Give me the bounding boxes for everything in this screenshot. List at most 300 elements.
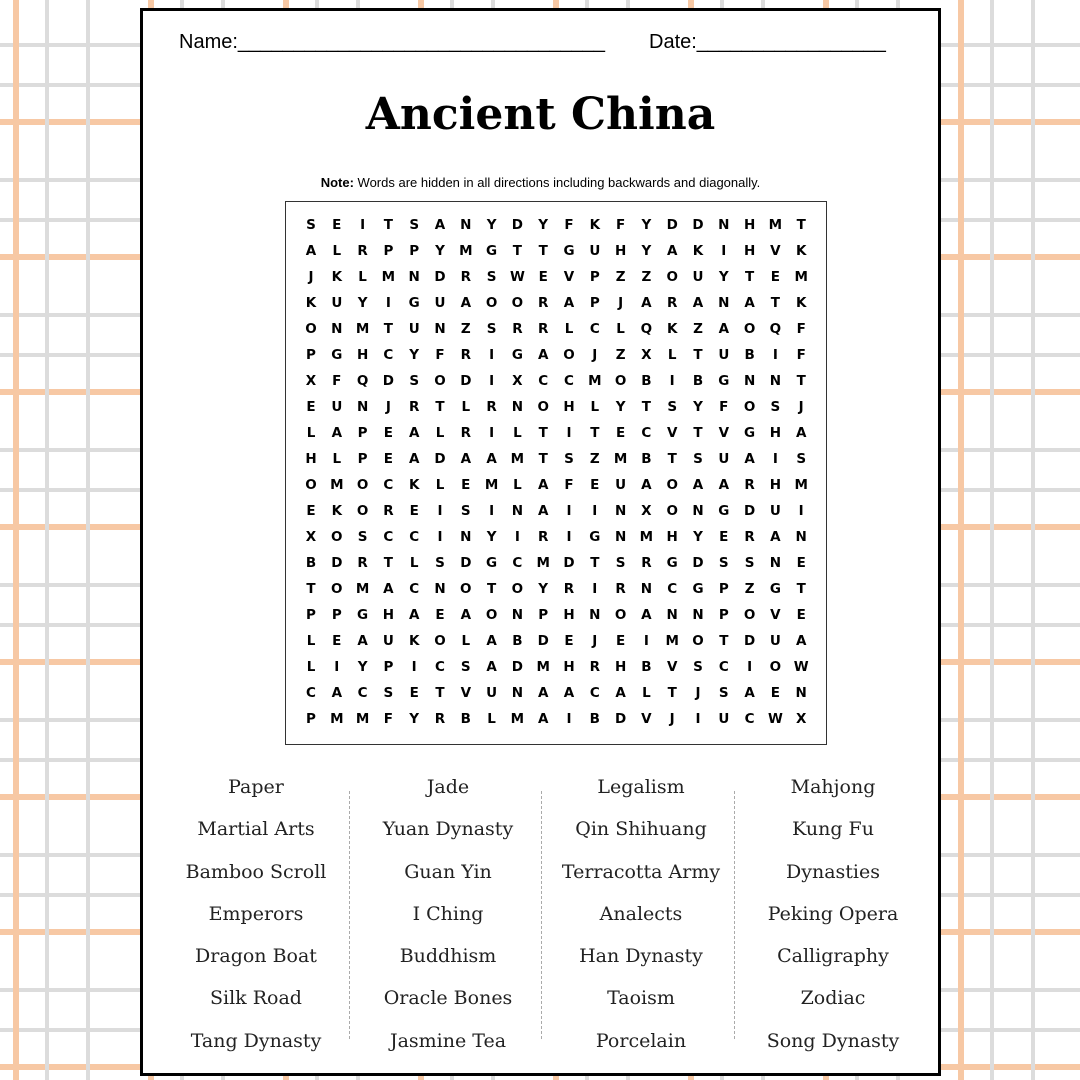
grid-letter: C: [718, 659, 729, 675]
grid-letter: R: [460, 347, 471, 363]
grid-letter: E: [461, 477, 471, 493]
grid-letter: H: [614, 243, 627, 259]
grid-letter: E: [332, 633, 342, 649]
grid-letter: U: [718, 711, 730, 727]
grid-letter: Y: [693, 399, 703, 415]
grid-letter: Z: [460, 321, 471, 337]
grid-letter: B: [641, 451, 652, 467]
grid-letter: U: [331, 295, 343, 311]
grid-letter: C: [383, 477, 394, 493]
grid-letter: X: [305, 373, 317, 389]
grid-letter: T: [744, 269, 755, 285]
grid-letter: K: [589, 217, 601, 233]
grid-letter: A: [408, 451, 420, 467]
grid-letter: D: [331, 555, 343, 571]
grid-letter: P: [331, 607, 342, 623]
word-list-item: Taoism: [607, 987, 675, 1010]
grid-row: [286, 472, 826, 498]
grid-letter: O: [537, 399, 549, 415]
grid-letter: M: [484, 477, 499, 493]
grid-letter: W: [767, 711, 783, 727]
grid-letter: F: [796, 321, 806, 337]
grid-letter: H: [743, 243, 756, 259]
grid-letter: A: [795, 425, 807, 441]
page-title: Ancient China: [365, 89, 716, 140]
grid-letter: G: [357, 607, 369, 623]
grid-letter: U: [382, 633, 394, 649]
grid-letter: R: [744, 477, 755, 493]
grid-row: [286, 602, 826, 628]
grid-letter: I: [489, 373, 495, 389]
grid-letter: K: [795, 295, 807, 311]
word-list-item: Guan Yin: [404, 860, 492, 883]
grid-letter: E: [615, 425, 626, 441]
grid-letter: E: [590, 477, 600, 493]
grid-letter: O: [614, 373, 627, 389]
grid-letter: T: [306, 581, 316, 597]
grid-letter: E: [306, 503, 316, 519]
grid-letter: H: [563, 607, 575, 623]
grid-letter: B: [744, 347, 755, 363]
grid-letter: M: [665, 633, 679, 649]
grid-letter: D: [511, 217, 523, 233]
grid-row: [286, 212, 826, 238]
grid-row: [286, 680, 826, 706]
grid-letter: R: [486, 399, 497, 415]
grid-letter: I: [489, 347, 495, 363]
grid-letter: C: [409, 581, 420, 597]
grid-row: [286, 342, 826, 368]
grid-letter: A: [641, 477, 652, 493]
grid-letter: R: [460, 269, 471, 285]
grid-row: [286, 420, 826, 446]
grid-letter: X: [641, 503, 652, 519]
grid-letter: P: [383, 659, 394, 675]
grid-letter: L: [564, 321, 574, 337]
grid-letter: M: [536, 659, 550, 675]
word-search-grid: [285, 201, 827, 745]
grid-letter: R: [537, 321, 549, 337]
grid-letter: Y: [538, 581, 549, 597]
grid-letter: Z: [744, 581, 755, 597]
grid-letter: U: [615, 477, 627, 493]
word-list-item: Bamboo Scroll: [185, 860, 327, 883]
grid-letter: A: [460, 295, 472, 311]
grid-letter: R: [357, 243, 368, 259]
grid-letter: U: [769, 633, 781, 649]
grid-letter: I: [721, 243, 727, 259]
grid-letter: U: [589, 243, 601, 259]
instructions-note: [143, 175, 938, 190]
grid-letter: V: [666, 425, 678, 441]
grid-letter: P: [383, 243, 394, 259]
grid-letter: K: [331, 503, 343, 519]
grid-letter: T: [435, 399, 445, 415]
grid-letter: R: [357, 555, 368, 571]
grid-letter: M: [794, 269, 808, 285]
grid-letter: N: [692, 503, 704, 519]
grid-letter: S: [718, 555, 729, 571]
grid-letter: A: [718, 477, 730, 493]
grid-letter: A: [744, 295, 755, 311]
grid-letter: I: [669, 373, 675, 389]
grid-letter: T: [538, 451, 548, 467]
grid-letter: S: [770, 399, 781, 415]
grid-letter: B: [589, 711, 600, 727]
grid-letter: B: [641, 659, 652, 675]
grid-letter: T: [383, 321, 393, 337]
word-list-item: Calligraphy: [777, 945, 889, 968]
grid-letter: L: [409, 555, 419, 571]
grid-letter: O: [331, 581, 343, 597]
grid-letter: S: [435, 555, 445, 571]
grid-letter: E: [306, 399, 316, 415]
grid-letter: H: [666, 529, 678, 545]
grid-letter: K: [408, 633, 420, 649]
grid-letter: N: [614, 529, 627, 545]
word-list-item: Dragon Boat: [195, 945, 317, 968]
word-list-item: Yuan Dynasty: [382, 818, 514, 841]
grid-letter: S: [667, 399, 678, 415]
grid-letter: A: [537, 503, 549, 519]
grid-letter: X: [795, 711, 807, 727]
grid-letter: F: [796, 347, 806, 363]
grid-letter: H: [563, 659, 575, 675]
grid-letter: W: [793, 659, 809, 675]
grid-letter: V: [718, 425, 730, 441]
grid-letter: A: [486, 451, 497, 467]
grid-letter: L: [513, 477, 522, 493]
grid-letter: M: [355, 321, 370, 337]
grid-letter: N: [356, 399, 369, 415]
grid-letter: V: [770, 243, 781, 259]
grid-letter: L: [306, 425, 316, 441]
grid-letter: Y: [538, 217, 549, 233]
grid-letter: S: [409, 373, 420, 389]
grid-row: [286, 446, 826, 472]
grid-letter: P: [718, 581, 729, 597]
grid-letter: I: [695, 711, 701, 727]
grid-letter: L: [461, 399, 471, 415]
grid-letter: U: [718, 347, 730, 363]
grid-row: [286, 524, 826, 550]
grid-letter: O: [356, 503, 369, 519]
grid-letter: Y: [409, 711, 420, 727]
name-field-label: Name:_________________________________: [179, 31, 605, 53]
grid-letter: T: [796, 373, 806, 389]
grid-letter: Y: [641, 217, 652, 233]
grid-letter: L: [667, 347, 677, 363]
grid-letter: L: [513, 425, 522, 441]
word-list-column: [160, 766, 352, 1062]
word-list-item: I Ching: [412, 902, 484, 925]
grid-letter: F: [615, 217, 626, 233]
grid-letter: A: [795, 633, 807, 649]
grid-letter: T: [383, 217, 393, 233]
grid-letter: I: [514, 529, 520, 545]
word-list-item: Qin Shihuang: [575, 818, 707, 841]
grid-letter: E: [796, 607, 806, 623]
grid-letter: K: [331, 269, 343, 285]
grid-letter: S: [718, 685, 729, 701]
grid-letter: B: [460, 711, 471, 727]
grid-letter: M: [459, 243, 473, 259]
word-list-item: Oracle Bones: [383, 987, 513, 1010]
grid-letter: T: [590, 555, 600, 571]
grid-letter: R: [666, 295, 678, 311]
grid-letter: S: [460, 659, 471, 675]
grid-letter: M: [613, 451, 628, 467]
grid-letter: J: [798, 399, 804, 415]
word-list-item: Paper: [228, 776, 284, 798]
word-list-item: Terracotta Army: [561, 860, 721, 883]
grid-letter: I: [592, 503, 598, 519]
grid-letter: T: [486, 581, 497, 597]
grid-letter: O: [743, 321, 756, 337]
grid-letter: O: [511, 581, 524, 597]
grid-letter: Y: [641, 243, 652, 259]
grid-letter: A: [537, 711, 549, 727]
grid-letter: B: [641, 373, 652, 389]
grid-row: [286, 654, 826, 680]
grid-letter: D: [743, 633, 756, 649]
grid-letter: F: [332, 373, 342, 389]
grid-letter: N: [511, 399, 524, 415]
grid-letter: T: [693, 425, 703, 441]
grid-letter: S: [564, 451, 574, 467]
grid-letter: A: [331, 685, 343, 701]
word-list-item: Zodiac: [800, 987, 866, 1010]
grid-letter: C: [409, 529, 420, 545]
grid-letter: N: [743, 373, 756, 389]
grid-letter: W: [509, 269, 525, 285]
grid-letter: H: [743, 217, 756, 233]
grid-letter: R: [512, 321, 523, 337]
grid-letter: Q: [640, 321, 653, 337]
note-label: Note:: [320, 175, 354, 190]
grid-letter: G: [486, 555, 498, 571]
grid-letter: D: [460, 555, 472, 571]
grid-letter: T: [538, 243, 548, 259]
grid-letter: E: [435, 607, 445, 623]
grid-letter: T: [590, 425, 600, 441]
grid-letter: P: [538, 607, 549, 623]
grid-letter: Z: [589, 451, 600, 467]
grid-letter: I: [489, 503, 495, 519]
grid-letter: M: [330, 477, 344, 493]
grid-letter: F: [564, 477, 574, 493]
word-list-item: Tang Dynasty: [190, 1029, 322, 1052]
grid-letter: R: [615, 581, 626, 597]
grid-letter: M: [510, 451, 525, 467]
word-list-item: Analects: [599, 902, 683, 925]
grid-letter: A: [537, 347, 549, 363]
grid-letter: V: [460, 685, 472, 701]
grid-letter: O: [331, 529, 343, 545]
grid-letter: Q: [356, 373, 369, 389]
grid-letter: G: [589, 529, 601, 545]
word-list-item: Mahjong: [790, 776, 876, 798]
grid-letter: J: [385, 399, 391, 415]
grid-letter: E: [796, 555, 806, 571]
grid-letter: I: [772, 347, 778, 363]
grid-letter: C: [641, 425, 652, 441]
grid-letter: P: [357, 451, 368, 467]
grid-letter: P: [357, 425, 368, 441]
grid-letter: A: [434, 217, 446, 233]
grid-letter: I: [385, 295, 391, 311]
grid-letter: T: [796, 581, 806, 597]
grid-letter: I: [566, 529, 572, 545]
grid-letter: N: [769, 373, 782, 389]
grid-letter: I: [437, 503, 443, 519]
grid-letter: V: [666, 659, 678, 675]
grid-letter: O: [434, 373, 446, 389]
grid-letter: B: [305, 555, 317, 571]
grid-letter: R: [537, 295, 549, 311]
grid-letter: N: [640, 581, 653, 597]
grid-letter: T: [796, 217, 806, 233]
grid-letter: O: [563, 347, 575, 363]
grid-letter: R: [434, 711, 446, 727]
grid-letter: C: [383, 529, 394, 545]
grid-row: [286, 498, 826, 524]
grid-letter: A: [408, 607, 420, 623]
grid-row: [286, 394, 826, 420]
grid-letter: H: [305, 451, 317, 467]
grid-letter: A: [408, 425, 420, 441]
grid-letter: N: [434, 581, 446, 597]
grid-letter: M: [381, 269, 396, 285]
grid-row: [286, 368, 826, 394]
grid-letter: C: [667, 581, 678, 597]
grid-letter: N: [408, 269, 420, 285]
grid-letter: O: [666, 503, 678, 519]
grid-letter: A: [615, 685, 626, 701]
grid-letter: M: [768, 217, 783, 233]
grid-letter: S: [615, 555, 626, 571]
grid-letter: J: [669, 711, 675, 727]
grid-letter: A: [537, 477, 549, 493]
grid-letter: N: [692, 607, 704, 623]
grid-letter: O: [614, 607, 627, 623]
grid-letter: L: [461, 633, 471, 649]
grid-letter: Z: [615, 347, 626, 363]
grid-letter: E: [383, 451, 393, 467]
word-list-item: Emperors: [208, 902, 304, 925]
grid-letter: U: [434, 295, 446, 311]
grid-letter: N: [795, 529, 807, 545]
grid-letter: L: [306, 659, 316, 675]
grid-letter: O: [666, 477, 678, 493]
grid-letter: A: [563, 685, 575, 701]
grid-letter: J: [618, 295, 624, 311]
grid-letter: Y: [486, 529, 497, 545]
grid-letter: A: [460, 607, 472, 623]
grid-letter: O: [356, 477, 369, 493]
grid-row: [286, 264, 826, 290]
grid-letter: C: [512, 555, 523, 571]
grid-letter: E: [409, 503, 419, 519]
grid-letter: R: [744, 529, 755, 545]
grid-letter: E: [719, 529, 729, 545]
grid-letter: S: [409, 217, 420, 233]
grid-letter: N: [795, 685, 807, 701]
grid-letter: S: [486, 321, 497, 337]
word-list-column: [352, 766, 544, 1062]
grid-letter: A: [331, 425, 343, 441]
grid-row: [286, 238, 826, 264]
word-list-item: Buddhism: [399, 945, 497, 968]
grid-letter: D: [460, 373, 472, 389]
grid-letter: L: [435, 477, 445, 493]
grid-letter: Y: [486, 217, 497, 233]
grid-letter: Y: [693, 529, 703, 545]
grid-letter: A: [666, 243, 678, 259]
grid-letter: O: [485, 607, 498, 623]
grid-letter: E: [409, 685, 419, 701]
grid-letter: F: [719, 399, 729, 415]
grid-letter: C: [435, 659, 445, 675]
grid-letter: D: [563, 555, 575, 571]
grid-letter: L: [332, 451, 342, 467]
grid-letter: O: [305, 321, 317, 337]
grid-letter: I: [489, 425, 495, 441]
grid-letter: U: [692, 269, 704, 285]
grid-letter: P: [306, 347, 316, 363]
grid-letter: V: [641, 711, 652, 727]
grid-letter: K: [305, 295, 317, 311]
grid-letter: D: [692, 555, 704, 571]
grid-letter: U: [331, 399, 343, 415]
grid-letter: P: [589, 269, 600, 285]
grid-letter: N: [718, 217, 730, 233]
grid-letter: T: [693, 347, 703, 363]
grid-letter: M: [794, 477, 808, 493]
grid-letter: H: [382, 607, 395, 623]
grid-letter: R: [408, 399, 420, 415]
grid-letter: K: [692, 243, 704, 259]
grid-letter: T: [435, 685, 445, 701]
grid-letter: M: [588, 373, 602, 389]
grid-letter: C: [589, 321, 600, 337]
grid-letter: O: [743, 399, 756, 415]
grid-letter: G: [692, 581, 704, 597]
column-divider: [349, 791, 350, 1039]
grid-letter: C: [357, 685, 368, 701]
grid-letter: G: [408, 295, 420, 311]
date-field-label: Date:_________________: [649, 31, 886, 53]
grid-letter: H: [769, 477, 782, 493]
grid-letter: T: [383, 555, 393, 571]
grid-letter: E: [332, 217, 342, 233]
grid-letter: R: [537, 529, 549, 545]
grid-letter: I: [566, 503, 572, 519]
grid-letter: E: [564, 633, 574, 649]
grid-letter: A: [305, 243, 317, 259]
grid-letter: I: [643, 633, 649, 649]
grid-letter: N: [331, 321, 343, 337]
grid-letter: Q: [769, 321, 782, 337]
grid-letter: C: [589, 685, 600, 701]
grid-letter: A: [718, 321, 730, 337]
grid-letter: P: [306, 711, 316, 727]
grid-letter: N: [511, 685, 524, 701]
grid-letter: U: [718, 451, 730, 467]
word-list-item: Peking Opera: [767, 902, 899, 925]
grid-letter: M: [536, 555, 550, 571]
grid-letter: H: [356, 347, 369, 363]
